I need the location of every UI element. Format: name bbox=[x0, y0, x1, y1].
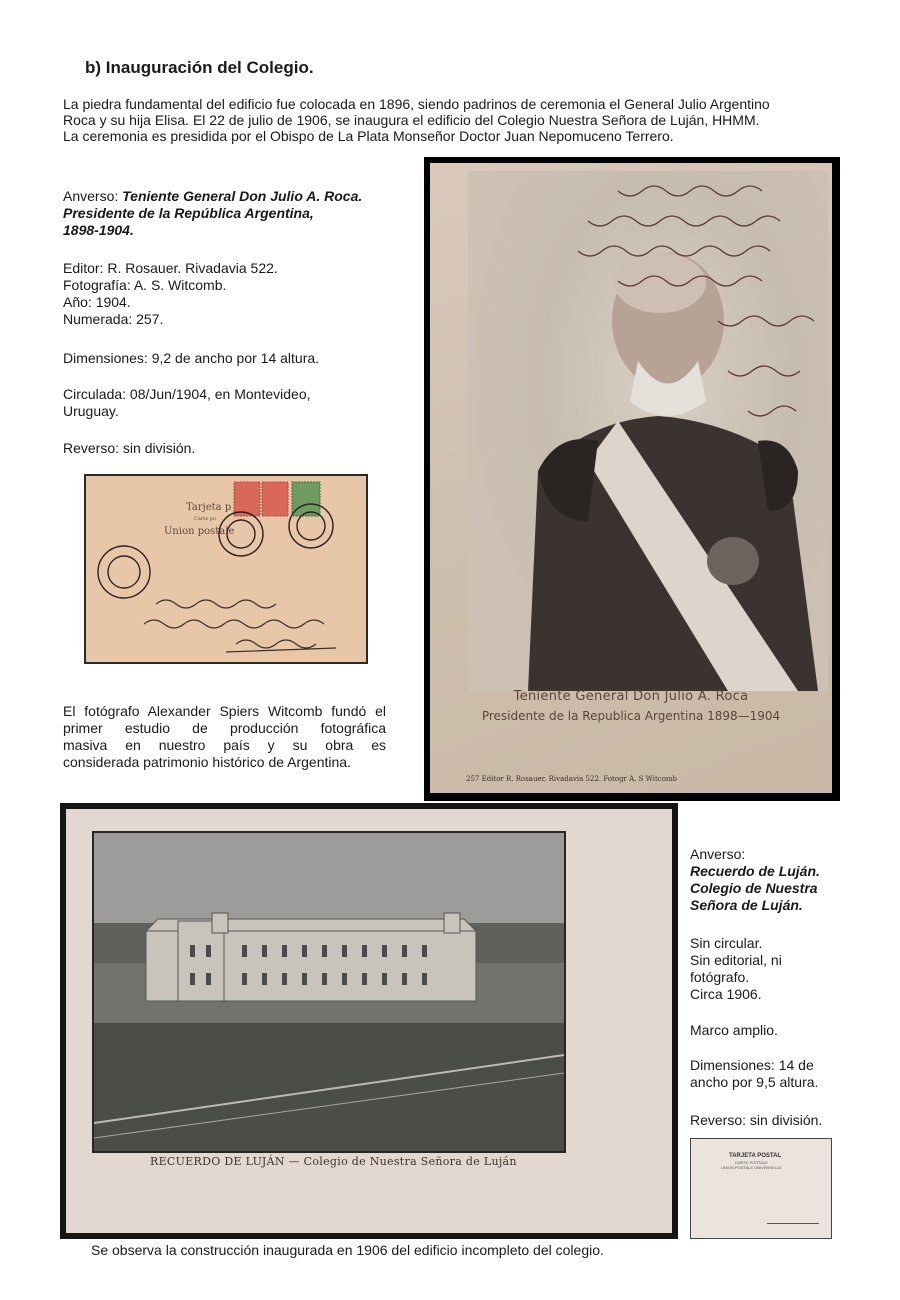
postmark-icon bbox=[98, 504, 333, 598]
roca-reverse: Reverso: sin división. bbox=[63, 440, 196, 456]
intro-paragraph bbox=[63, 96, 853, 144]
roca-anverso bbox=[63, 188, 413, 239]
note-line: masiva en nuestro país y su obra es bbox=[63, 737, 386, 753]
dimensions-line: Dimensiones: 14 de bbox=[690, 1057, 814, 1073]
reverse-print-line: UNION POSTALE UNIVERSELLE bbox=[721, 1165, 782, 1170]
detail-line: Sin circular. bbox=[690, 935, 763, 951]
detail-line: Editor: R. Rosauer. Rivadavia 522. bbox=[63, 260, 278, 276]
intro-line: La piedra fundamental del edificio fue colocada en 1896, siendo padrinos de ceremonia el General Julio Argentino bbox=[63, 96, 770, 112]
detail-line: Año: 1904. bbox=[63, 294, 131, 310]
intro-line: Roca y su hija Elisa. El 22 de julio de 1906, se inaugura el edificio del Colegio Nuestra Señora de Luján, HHMM. bbox=[63, 112, 760, 128]
note-line: primer estudio de producción fotográfica bbox=[63, 720, 386, 736]
lujan-reverse-image bbox=[690, 1138, 832, 1239]
detail-line: Numerada: 257. bbox=[63, 311, 164, 327]
handwritten-dedication-icon bbox=[468, 171, 828, 451]
anverso-label: Anverso: bbox=[690, 846, 746, 862]
dimensions-line: ancho por 9,5 altura. bbox=[690, 1074, 819, 1090]
anverso-title-line: 1898-1904. bbox=[63, 222, 134, 238]
reverse-print-line: TARJETA POSTAL bbox=[729, 1153, 782, 1159]
note-line: El fotógrafo Alexander Spiers Witcomb fundó el bbox=[63, 703, 386, 719]
postmarks-and-stamps bbox=[86, 476, 366, 662]
address-line bbox=[767, 1223, 819, 1224]
reverse-print-line: Union postale bbox=[164, 526, 235, 537]
lujan-postcard-image bbox=[60, 803, 678, 1239]
anverso-title-line: Recuerdo de Luján. bbox=[690, 863, 820, 879]
college-building-icon bbox=[94, 833, 564, 1151]
detail-line: Sin editorial, ni bbox=[690, 952, 782, 968]
bottom-caption: Se observa la construcción inaugurada en 1906 del edificio incompleto del colegio. bbox=[91, 1242, 604, 1258]
lujan-frame-note: Marco amplio. bbox=[690, 1022, 778, 1038]
note-line: considerada patrimonio histórico de Argentina. bbox=[63, 754, 351, 770]
portrait-caption-subtitle: Presidente de la Republica Argentina 1898—1904 bbox=[481, 709, 781, 723]
circulated-line: Circulada: 08/Jun/1904, en Montevideo, bbox=[63, 386, 311, 402]
roca-portrait bbox=[468, 171, 828, 691]
portrait-caption-title: Teniente General Don Julio A. Roca bbox=[513, 689, 749, 704]
roca-reverse-image bbox=[84, 474, 368, 664]
anverso-title-line: Señora de Luján. bbox=[690, 897, 803, 913]
college-photo bbox=[92, 831, 566, 1153]
roca-postcard-image bbox=[424, 157, 840, 801]
photographer-note bbox=[63, 703, 386, 771]
handwriting-icon bbox=[144, 600, 336, 652]
detail-line: Circa 1906. bbox=[690, 986, 762, 1002]
anverso-title-line: Presidente de la República Argentina, bbox=[63, 205, 314, 221]
reverse-print-line: CARTE POSTALE bbox=[735, 1160, 768, 1165]
lujan-details bbox=[690, 935, 782, 1003]
section-heading: b) Inauguración del Colegio. bbox=[85, 58, 314, 77]
detail-line: fotógrafo. bbox=[690, 969, 750, 985]
anverso-label: Anverso: bbox=[63, 188, 123, 204]
circulated-line: Uruguay. bbox=[63, 403, 119, 419]
lujan-dimensions bbox=[690, 1057, 818, 1091]
lujan-anverso bbox=[690, 846, 870, 914]
intro-line: La ceremonia es presidida por el Obispo de La Plata Monseñor Doctor Juan Nepomuceno Terrero. bbox=[63, 128, 674, 144]
reverse-print-line: Carte po bbox=[194, 516, 216, 522]
roca-dimensions: Dimensiones: 9,2 de ancho por 14 altura. bbox=[63, 350, 320, 366]
college-caption: RECUERDO DE LUJÁN — Colegio de Nuestra Señora de Luján bbox=[150, 1155, 517, 1168]
lujan-reverse: Reverso: sin división. bbox=[690, 1112, 823, 1128]
anverso-title-line: Colegio de Nuestra bbox=[690, 880, 818, 896]
reverse-print-line: Tarjeta p bbox=[186, 502, 232, 513]
anverso-title-line: Teniente General Don Julio A. Roca. bbox=[122, 188, 363, 204]
stamp-icon bbox=[234, 482, 320, 516]
publisher-imprint: 257 Editor R. Rosauer, Rivadavia 522. Fotogr A. S Witcomb bbox=[466, 775, 678, 783]
roca-details bbox=[63, 260, 278, 328]
detail-line: Fotografía: A. S. Witcomb. bbox=[63, 277, 227, 293]
roca-circulated bbox=[63, 386, 311, 420]
